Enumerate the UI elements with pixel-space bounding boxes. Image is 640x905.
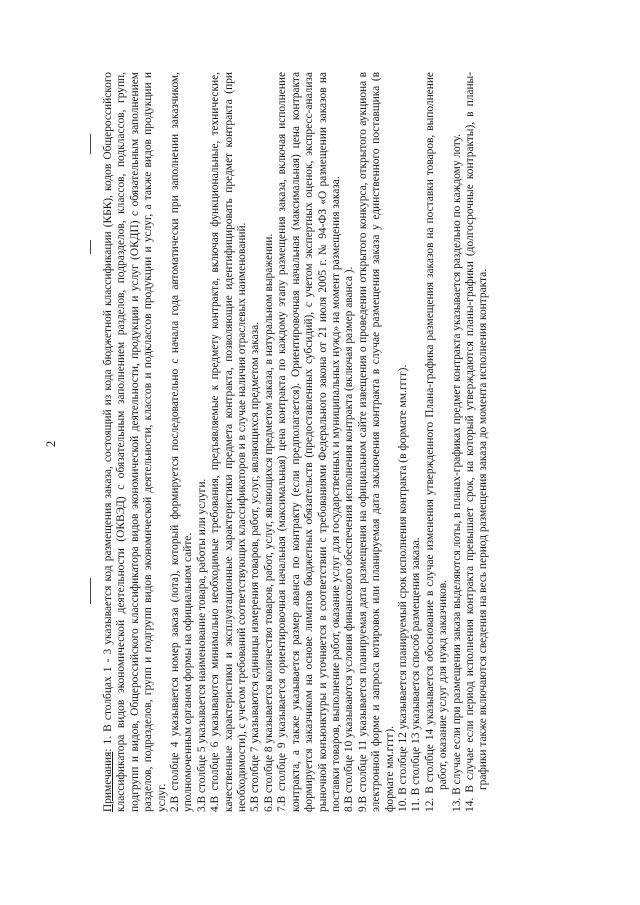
note-text: В столбце 4 указывается номер заказа (лота), который формируется последовательно с начала года автоматически при заполнении заказчиком, уполномоченным органом формы на официальном сайте. [169,72,195,812]
note-number: 8. [343,803,356,812]
note-item [169,72,196,812]
notes-label: Примечания [102,751,114,812]
note-item [397,72,410,812]
note-item [464,72,491,812]
note-text: В столбце 12 указывается планируемый срок исполнения контракта (в формате мм.гггг). [396,364,409,795]
note-text: В случае если при размещении заказа выделяются лоты, в планах-графиках предмет контракта указывается раздельно по каждому лоту. [450,134,463,795]
note-text: В столбце 7 указываются единицы измерения товаров, работ, услуг, являющихся предметом заказа. [249,321,262,804]
note-number: 7. [276,803,289,812]
note-number: 13. [450,797,463,812]
note-text: В столбцах 1 - 3 указывается код размещения заказа, состоящий из кода бюджетной классификации (КБК), кодов Общероссийского классификатора видов экономической деятельности (ОКВЭД) с обязательным заполнением разделов, подразделов, классов, подклассов, групп, подгрупп и видов, Общероссийского классификатора видов экономической деятельности, продукции и услуг (ОКДП) с обязательным заполнением разделов, подразделов, групп и подгрупп видов экономической деятельности, классов и подклассов продукции и услуг, а также видов продукции и услуг. [102,72,168,812]
divider [90,134,91,154]
note-item [424,72,451,812]
note-number: 10. [396,797,409,812]
note-text: В столбце 9 указывается ориентировочная начальная (максимальная) цена контракта по каждому этапу размещения заказа, включая исполнение контракта, а также указывается размер аванса по контракту (если предполагается). Ориентировочная начальная (максимальная) цена контракта формируется заказчиком на основе лимитов бюджетных обязательств (предоставленных субсидий), с учетом экспертных оценок, экспресс-анализа рыночной конъюнктуры и уточняется в соответствии с требованиями Федерального закона от 21 июля 2005 г. № 94-ФЗ «О размещении заказов на поставки товаров, выполнение работ, оказание услуг для государственных и муниципальных нужд» на момент размещения заказа. [276,72,342,812]
note-number: 3. [195,803,208,812]
note-number: 1. [102,735,114,745]
note-number: 9. [356,803,369,812]
rotated-document [40,44,592,844]
note-text: В столбце 8 указывается количество товаров, работ, услуг, являющихся предметом заказа, в натуральном выражении. [262,233,275,804]
note-item [410,72,423,812]
note-number: 11. [410,798,423,812]
note-text: В столбце 13 указывается способ размещения заказа. [410,537,423,796]
note-item: Примечания: 1. В столбцах 1 - 3 указывается код размещения заказа, состоящий из кода бюджетной классификации (КБК), кодов Общероссийского классификатора видов экономической деятельности (ОКВЭД) с обязательным заполнением разделов, подразделов, классов, подклассов, групп, подгрупп и видов, Общероссийского классификатора видов экономической деятельности, продукции и услуг (ОКДП) с обязательным заполнением разделов, подразделов, групп и подгрупп видов экономической деятельности, классов и подклассов продукции и услуг, а также видов продукции и услуг. [102,72,168,812]
note-text: В случае если период исполнения контракта превышает срок, на который утверждаются планы-графики (долгосрочные контракты), в планы-графики также включаются сведения на весь период размещения заказа до момента исполнения контракта. [463,72,490,793]
notes-block [102,72,491,812]
divider [90,240,91,254]
divider [90,578,91,604]
note-item [196,72,209,812]
note-number: 4. [209,803,222,812]
note-item [451,72,464,812]
note-text: В столбце 10 указываются условия финансового обеспечения исполнения контракта (включая размер аванса ). [343,266,356,804]
note-number: 6. [262,803,275,812]
note-number: 12. [423,797,436,812]
note-number: 2. [169,803,182,812]
note-number: 14. [463,797,476,812]
note-item [209,72,249,812]
note-text: В столбце 11 указывается планируемая дата размещения на официальном сайте извещения о проведении открытого конкурса, открытого аукциона в электронной форме и запроса котировок или планируемая дата заключения контракта в случае размещения заказа у единственного поставщика (в формате мм.гггг). [356,72,396,812]
note-item [357,72,397,812]
note-item [343,72,356,812]
note-text: В столбце 14 указывается обоснование в случае изменения утвержденного Плана-графика размещения заказов на поставки товаров, выполнение работ, оказание услуг для нужд заказчиков. [423,72,450,794]
note-number: 5. [249,803,262,812]
note-text: В столбце 6 указываются минимально необходимые требования, предъявляемые к предмету контракта, включая функциональные, технические, качественные характеристики и эксплуатационные характеристики предмета контракта, позволяющие идентифицировать предмет контракта (при необходимости), с учетом требований соответствующих классификаторов и в случае наличия отраслевых наименований. [209,72,249,812]
note-item [263,72,276,812]
page-number: 2 [43,440,58,448]
note-item [249,72,262,812]
note-item [276,72,343,812]
note-text: В столбце 5 указывается наименование товара, работы или услуги. [195,478,208,804]
